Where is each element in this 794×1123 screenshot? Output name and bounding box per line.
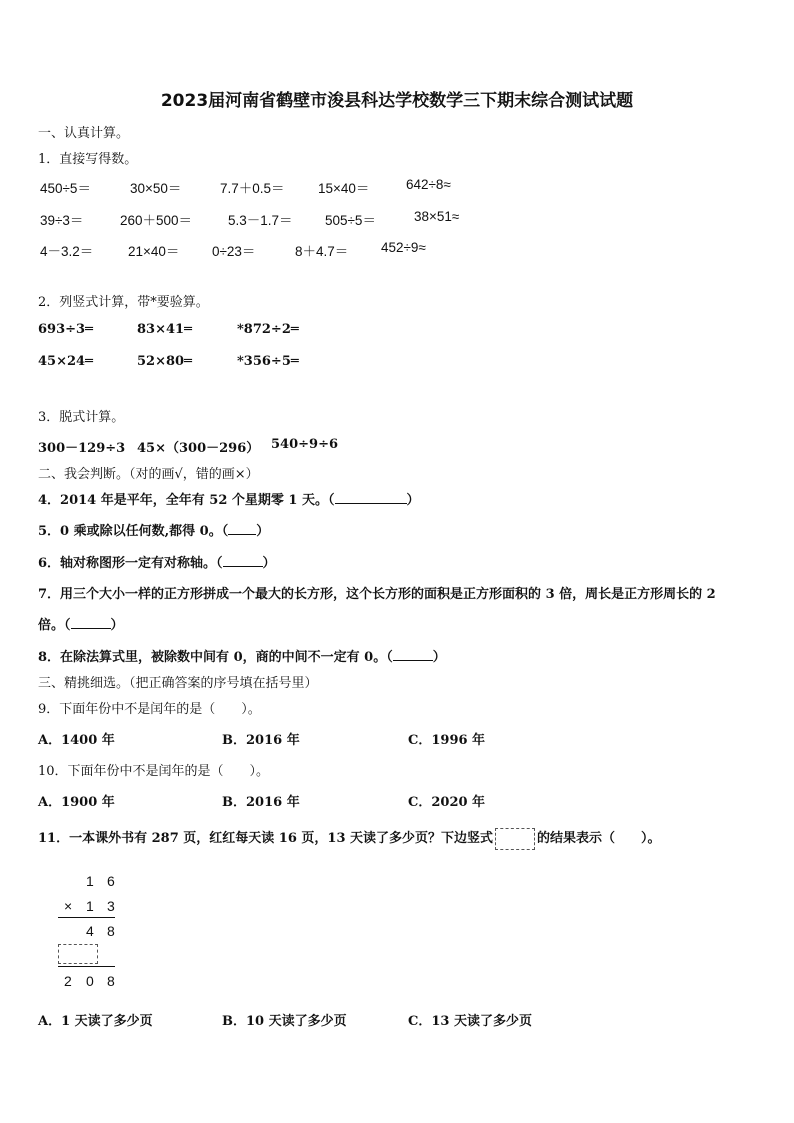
q1-item: 21×40＝ bbox=[128, 244, 180, 259]
q4 bbox=[38, 489, 420, 508]
section-3-heading: 三、精挑细选。（把正确答案的序号填在括号里） bbox=[38, 676, 318, 691]
vm-dashed-box bbox=[58, 944, 98, 964]
q1-item: 4－3.2＝ bbox=[40, 244, 94, 259]
q9-option-b[interactable]: B．2016 年 bbox=[222, 733, 300, 748]
q5 bbox=[38, 520, 269, 539]
q4-answer-blank[interactable] bbox=[335, 491, 407, 504]
vm-digit: 2 bbox=[64, 973, 72, 989]
q1-item: 642÷8≈ bbox=[406, 177, 451, 192]
page-title: 2023届河南省鹤壁市浚县科达学校数学三下期末综合测试试题 bbox=[160, 91, 634, 111]
vm-digit: 1 bbox=[86, 873, 94, 889]
q5-text: 5．0 乘或除以任何数,都得 0。（ bbox=[38, 524, 229, 539]
q1-item: 505÷5＝ bbox=[325, 213, 376, 228]
q2-label: 2．列竖式计算，带*要验算。 bbox=[38, 295, 209, 310]
q5-close: ） bbox=[256, 524, 270, 539]
vm-digit: 0 bbox=[86, 973, 94, 989]
q3-item: 540÷9÷6 bbox=[271, 437, 339, 452]
q2-item: 52×80═ bbox=[137, 354, 192, 369]
vm-rule bbox=[58, 966, 115, 967]
q7-text: 倍。（ bbox=[38, 618, 71, 633]
q1-item: 39÷3＝ bbox=[40, 213, 84, 228]
q6-text: 6．轴对称图形一定有对称轴。（ bbox=[38, 556, 223, 571]
q1-item: 452÷9≈ bbox=[381, 240, 426, 255]
q3-item: 300－129÷3 bbox=[38, 441, 126, 456]
q1-item: 450÷5＝ bbox=[40, 181, 91, 196]
q6-answer-blank[interactable] bbox=[223, 554, 263, 567]
vm-digit: 4 bbox=[86, 923, 94, 939]
q6 bbox=[38, 552, 276, 571]
q4-close: ） bbox=[406, 493, 420, 508]
q10-option-a[interactable]: A．1900 年 bbox=[38, 795, 115, 810]
section-1-heading: 一、认真计算。 bbox=[38, 126, 130, 141]
q2-item: *872÷2═ bbox=[237, 322, 299, 337]
vm-digit: 8 bbox=[107, 973, 115, 989]
q2-item: 693÷3═ bbox=[38, 322, 93, 337]
q11-option-a[interactable]: A．1 天读了多少页 bbox=[38, 1014, 153, 1029]
q10-option-b[interactable]: B．2016 年 bbox=[222, 795, 300, 810]
vm-digit: 3 bbox=[107, 898, 115, 914]
q7-close: ） bbox=[110, 618, 124, 633]
q9-text: 9．下面年份中不是闰年的是（ ）。 bbox=[38, 702, 261, 717]
q2-item: 45×24═ bbox=[38, 354, 93, 369]
vm-digit: 8 bbox=[107, 923, 115, 939]
q1-item: 5.3－1.7＝ bbox=[228, 213, 293, 228]
q1-item: 15×40＝ bbox=[318, 181, 370, 196]
vm-digit: 1 bbox=[86, 898, 94, 914]
q9-option-a[interactable]: A．1400 年 bbox=[38, 733, 115, 748]
vm-rule bbox=[58, 917, 115, 918]
q11-text-before: 11．一本课外书有 287 页，红红每天读 16 页，13 天读了多少页？下边竖式 bbox=[38, 831, 494, 846]
q11-text-after: 的结果表示（ ）。 bbox=[537, 831, 661, 846]
q1-item: 30×50＝ bbox=[130, 181, 182, 196]
q6-close: ） bbox=[262, 556, 276, 571]
q10-text: 10．下面年份中不是闰年的是（ ）。 bbox=[38, 764, 270, 779]
q11-option-b[interactable]: B．10 天读了多少页 bbox=[222, 1014, 347, 1029]
q7-line2 bbox=[38, 614, 124, 633]
q11-dashed-box-inline bbox=[495, 828, 535, 850]
q7-line1: 7．用三个大小一样的正方形拼成一个最大的长方形，这个长方形的面积是正方形面积的 3 倍，周长是正方形周长的 2 bbox=[38, 587, 716, 602]
q5-answer-blank[interactable] bbox=[228, 522, 256, 535]
q2-item: 83×41═ bbox=[137, 322, 192, 337]
q9-option-c[interactable]: C．1996 年 bbox=[408, 733, 486, 748]
q8 bbox=[38, 646, 446, 665]
q10-option-c[interactable]: C．2020 年 bbox=[408, 795, 486, 810]
q4-text: 4．2014 年是平年，全年有 52 个星期零 1 天。（ bbox=[38, 493, 335, 508]
q8-text: 8．在除法算式里，被除数中间有 0，商的中间不一定有 0。（ bbox=[38, 650, 393, 665]
q11-text bbox=[38, 827, 661, 850]
q1-item: 7.7＋0.5＝ bbox=[220, 181, 285, 196]
vm-digit: 6 bbox=[107, 873, 115, 889]
q7-answer-blank[interactable] bbox=[71, 616, 111, 629]
q1-item: 38×51≈ bbox=[414, 209, 460, 224]
q1-item: 0÷23＝ bbox=[212, 244, 256, 259]
q1-item: 260＋500＝ bbox=[120, 213, 193, 228]
q3-item: 45×（300－296） bbox=[137, 441, 260, 456]
section-2-heading: 二、我会判断。（对的画√，错的画×） bbox=[38, 467, 259, 482]
q8-close: ） bbox=[432, 650, 446, 665]
q1-label: 1．直接写得数。 bbox=[38, 152, 138, 167]
q11-option-c[interactable]: C．13 天读了多少页 bbox=[408, 1014, 532, 1029]
q8-answer-blank[interactable] bbox=[393, 648, 433, 661]
q3-label: 3．脱式计算。 bbox=[38, 410, 125, 425]
q2-item: *356÷5═ bbox=[237, 354, 299, 369]
vm-times-sign: × bbox=[64, 898, 73, 914]
q1-item: 8＋4.7＝ bbox=[295, 244, 349, 259]
